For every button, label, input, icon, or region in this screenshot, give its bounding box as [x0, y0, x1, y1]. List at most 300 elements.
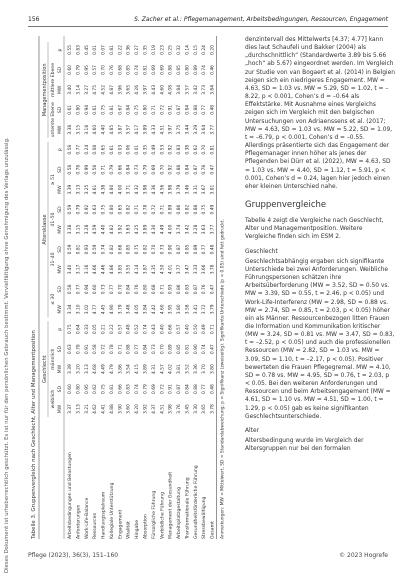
table-cell: 0.48: [210, 244, 216, 255]
table-cell: 0.91: [168, 104, 174, 115]
table-cell: 0.71: [160, 284, 166, 295]
table-cell: 4.36: [151, 184, 157, 195]
table-cell: 4.51: [160, 124, 166, 135]
table-row-label: Engagement: [118, 509, 124, 539]
table-cell: 0.90: [168, 244, 174, 255]
table-cell: 0.84: [126, 284, 132, 295]
table-cell: 3.79: [177, 184, 183, 195]
table-cell: 3.18: [84, 124, 90, 135]
table-cell: 0.83: [126, 384, 132, 394]
table-cell: 4.45: [101, 304, 107, 315]
table-cell: 4.38: [101, 184, 107, 195]
table-cell: 0.88: [168, 65, 174, 75]
table-cell: 0.94: [84, 284, 90, 295]
table-cell: 0.58: [68, 144, 73, 155]
table-cell: 3.20: [76, 364, 82, 375]
table-group-header: Altersklasse: [42, 214, 48, 245]
table-cell: 3.54: [126, 364, 132, 375]
table-cell: 0.25: [168, 45, 174, 55]
table-cell: 0.85: [177, 344, 183, 355]
table-cell: 4.00: [118, 184, 124, 195]
table-stat-header: MW: [58, 305, 63, 314]
table-cell: 0.45: [84, 45, 90, 55]
table-cell: 3.44: [185, 124, 191, 135]
table-cell: 0.92: [84, 204, 90, 215]
table-cell: 0.76: [202, 284, 208, 295]
table-cell: 0.84: [126, 164, 132, 175]
table-cell: 0.48: [210, 104, 216, 115]
table-cell: 3.75: [177, 124, 183, 135]
table-subgroup-header: mittlere Ebene: [51, 62, 56, 97]
table-cell: 0.65: [118, 204, 124, 215]
table-cell: 0.55: [68, 45, 73, 55]
table-cell: 3.39: [68, 364, 73, 375]
table-cell: 4.46: [101, 264, 107, 275]
table-cell: 3.46: [185, 184, 191, 195]
table-cell: 0.69: [151, 65, 157, 75]
table-cell: 4.59: [93, 224, 99, 235]
table-cell: 0.59: [93, 244, 99, 255]
table-cell: 0.49: [202, 324, 208, 335]
side-strip-text: Dieses Dokument ist urheberrechtlich geschützt. Es ist nur für den persönlichen Gebrauch bestimmt. Vervielfältigung ohne Genehmigung des Verlags unzulässig.: [4, 137, 10, 573]
table-cell: 3.67: [202, 184, 208, 195]
table-row-label: Hingabe: [135, 519, 141, 539]
table-cell: 0.61: [109, 144, 115, 155]
table-cell: 4.60: [93, 124, 99, 135]
table-cell: 0.74: [101, 244, 107, 255]
table-cell: 3.52: [185, 364, 191, 375]
table-cell: 3.73: [202, 84, 208, 95]
table-cell: 4.68: [93, 364, 99, 375]
table-cell: 4.88: [109, 404, 115, 414]
table-subgroup-header: unterste Ebene: [51, 102, 56, 138]
table-cell: 0.82: [126, 204, 132, 215]
table-cell: 3.39: [68, 184, 73, 195]
table-cell: 3.41: [193, 304, 199, 315]
table-cell: 3.34: [68, 304, 73, 315]
table-stat-header: MW: [58, 225, 63, 234]
table-stat-header: p: [58, 48, 63, 52]
table-cell: 0.59: [68, 204, 73, 215]
table-cell: 3.38: [68, 124, 73, 135]
table-cell: 0.62: [193, 144, 199, 155]
table-cell: 0.70: [202, 144, 208, 155]
table-subgroup-header: weiblich: [51, 389, 56, 409]
table-cell: 4.90: [109, 304, 115, 315]
table-cell: 0.69: [151, 164, 157, 175]
table-cell: 4.85: [109, 124, 115, 135]
table-figure: [28, 30, 239, 545]
table-cell: 0.66: [118, 164, 124, 175]
table-cell: 0.07: [101, 45, 107, 55]
table-cell: 3.16: [84, 264, 90, 275]
table-cell: 3.76: [177, 404, 183, 414]
table-cell: 0.81: [109, 45, 115, 55]
table-cell: 0.85: [177, 65, 183, 75]
table-cell: 3.87: [143, 264, 149, 275]
table-stat-header: MW: [58, 185, 63, 194]
table-cell: 0.74: [135, 65, 141, 75]
table-cell: 0.83: [177, 144, 183, 155]
table-cell: 3.71: [126, 184, 132, 195]
table-cell: 0.89: [193, 244, 199, 255]
table-cell: 0.71: [118, 344, 124, 355]
table-cell: 0.83: [76, 45, 82, 55]
body-paragraph: Tabelle 4 zeigt die Vergleiche nach Geschlecht, Alter und Managementposition. Weitere Vergleiche finden sich im ESM 2.: [245, 218, 384, 241]
table-cell: 3.70: [202, 364, 208, 375]
table-cell: 3.97: [143, 84, 149, 95]
table-cell: 0.84: [185, 104, 191, 115]
table-cell: 0.68: [151, 284, 157, 295]
table-cell: 3.89: [143, 224, 149, 235]
table-cell: 4.40: [101, 124, 107, 135]
table-cell: 3.42: [185, 224, 191, 235]
table-cell: 3.13: [84, 364, 90, 375]
table-cell: 0.81: [210, 144, 216, 155]
table-note: Anmerkungen: MW = Mittelwert, SD = Standardabweichung; p = Signifikanz (zweiseitig). Signifikante Unterschiede (p < 0.05) sind fett gedruckt.: [220, 219, 226, 539]
table-cell: 0.71: [160, 204, 166, 215]
table-cell: 3.65: [126, 84, 132, 95]
table-cell: 0.75: [135, 244, 141, 255]
table-cell: 0.81: [76, 244, 82, 255]
subheading: Alter: [245, 427, 260, 434]
table-cell: 0.75: [101, 384, 107, 394]
table-cell: 0.66: [118, 384, 124, 394]
table-content: [31, 36, 226, 540]
table-cell: 0.50: [193, 324, 199, 335]
table-cell: 3.42: [193, 84, 199, 95]
table-row-label: Anforderungen: [76, 504, 82, 539]
table-row-label: Handlungsspielraum: [101, 491, 107, 539]
rotated-table: [28, 30, 239, 545]
table-cell: 0.15: [193, 45, 199, 55]
table-cell: 0.94: [84, 104, 90, 115]
table-cell: 0.60: [68, 65, 73, 75]
table-cell: 3.60: [126, 404, 132, 414]
table-cell: 4.30: [151, 224, 157, 235]
table-cell: 4.41: [101, 404, 107, 414]
table-cell: 0.35: [143, 144, 149, 155]
table-cell: 3.84: [177, 84, 183, 95]
table-cell: 0.68: [118, 65, 124, 75]
table-cell: 3.90: [118, 404, 124, 414]
table-cell: 0.47: [210, 284, 216, 295]
table-cell: 0.76: [109, 65, 115, 75]
side-strip: [3, 14, 11, 574]
table-cell: 0.87: [193, 284, 199, 295]
table-cell: 0.75: [202, 204, 208, 215]
table-cell: 3.96: [118, 84, 124, 95]
table-cell: 0.75: [135, 104, 141, 115]
table-cell: 4.51: [160, 404, 166, 414]
table-cell: 4.33: [151, 124, 157, 135]
table-cell: 0.14: [185, 45, 191, 55]
table-cell: 0.89: [168, 344, 174, 355]
table-cell: 3.10: [76, 304, 82, 315]
table-cell: 0.40: [185, 324, 191, 335]
table-stat-header: SD: [58, 206, 63, 213]
table-cell: 0.99: [84, 164, 90, 175]
table-cell: 0.06: [126, 144, 132, 155]
table-cell: 0.22: [109, 324, 115, 335]
table-cell: 0.71: [101, 164, 107, 175]
table-cell: 4.62: [93, 404, 99, 414]
table-cell: 0.92: [168, 144, 174, 155]
table-cell: 3.02: [84, 304, 90, 315]
table-row-label: Management der Gesundheit: [168, 471, 174, 539]
table-cell: 0.84: [126, 104, 132, 115]
table-cell: 0.76: [135, 284, 141, 295]
table-cell: 0.61: [93, 104, 99, 115]
table-cell: 3.27: [84, 84, 90, 95]
table-cell: 0.88: [193, 384, 199, 394]
table-cell: 3.81: [177, 364, 183, 375]
journal-citation: Pflege (2023), 36(3), 151–160: [28, 552, 119, 559]
table-cell: 0.70: [118, 284, 124, 295]
table-cell: 0.74: [143, 324, 149, 335]
table-cell: 0.87: [193, 164, 199, 175]
table-cell: 4.25: [135, 224, 141, 235]
table-cell: 0.72: [160, 104, 166, 115]
table-cell: 4.40: [101, 224, 107, 235]
table-cell: 0.86: [177, 204, 183, 215]
table-cell: 4.35: [151, 264, 157, 275]
table-cell: 0.80: [76, 384, 82, 394]
table-cell: 0.78: [76, 164, 82, 175]
table-cell: 4.00: [168, 224, 174, 235]
table-cell: 3.72: [202, 304, 208, 315]
table-cell: 3.47: [185, 264, 191, 275]
table-cell: 0.93: [84, 244, 90, 255]
table-row-label: Ressourcen: [93, 512, 99, 539]
table-cell: 0.77: [202, 104, 208, 115]
table-cell: 3.64: [202, 124, 208, 135]
table-cell: 4.49: [160, 224, 166, 235]
table-cell: 0.79: [76, 204, 82, 215]
table-cell: 3.63: [202, 224, 208, 235]
table-cell: 0.66: [168, 324, 174, 335]
section-heading: Gruppenvergleiche: [245, 199, 327, 210]
table-cell: 0.80: [76, 104, 82, 115]
table-cell: 3.98: [168, 184, 174, 195]
table-cell: 0.47: [210, 344, 216, 355]
table-cell: 0.86: [177, 284, 183, 295]
table-cell: 0.89: [168, 204, 174, 215]
table-cell: 4.42: [151, 304, 157, 315]
table-cell: 3.14: [76, 84, 82, 95]
table-cell: 3.33: [193, 264, 199, 275]
table-cell: 0.58: [68, 284, 73, 295]
table-cell: 3.84: [210, 84, 216, 95]
table-cell: 0.08: [93, 144, 99, 155]
table-subgroup-header: ≥ 51: [51, 174, 56, 186]
table-cell: 4.05: [135, 304, 141, 315]
table-cell: 0.03: [118, 144, 124, 155]
table-cell: 0.57: [177, 324, 183, 335]
table-cell: 0.95: [84, 384, 90, 394]
table-cell: 3.66: [202, 264, 208, 275]
table-cell: 3.40: [68, 84, 73, 95]
body-paragraph: Altersbedingung wurde im Vergleich der Altersgruppen nur bei den formalen: [245, 438, 364, 453]
table-cell: 0.43: [151, 324, 157, 335]
table-cell: 0.75: [101, 204, 107, 215]
table-cell: 4.66: [93, 264, 99, 275]
table-cell: 0.71: [210, 324, 216, 335]
table-cell: 0.01: [135, 144, 141, 155]
table-cell: 4.86: [109, 264, 115, 275]
subheading: Geschlecht: [245, 248, 278, 255]
table-cell: 0.77: [109, 284, 115, 295]
table-cell: 0.68: [118, 244, 124, 255]
table-cell: 4.50: [160, 264, 166, 275]
table-cell: 3.81: [210, 184, 216, 195]
table-cell: 0.05: [93, 324, 99, 335]
table-cell: 4.79: [109, 364, 115, 375]
table-cell: 4.80: [109, 184, 115, 195]
table-cell: 3.98: [143, 184, 149, 195]
table-cell: 0.85: [126, 65, 132, 75]
table-cell: 4.77: [93, 304, 99, 315]
table-cell: 0.88: [193, 104, 199, 115]
table-cell: 0.88: [177, 164, 183, 175]
table-cell: 0.79: [109, 164, 115, 175]
body-text-column: [245, 36, 395, 455]
table-cell: 3.36: [193, 364, 199, 375]
table-cell: 0.90: [193, 344, 199, 355]
table-cell: 3.29: [193, 124, 199, 135]
table-cell: 0.20: [210, 45, 216, 55]
table-cell: 4.49: [101, 364, 107, 375]
table-cell: 0.85: [126, 244, 132, 255]
table-cell: 0.27: [135, 45, 141, 55]
table-cell: 3.40: [68, 264, 73, 275]
table-cell: 3.87: [118, 124, 124, 135]
table-cell: 0.73: [160, 244, 166, 255]
table-cell: 3.77: [210, 224, 216, 235]
table-cell: 3.15: [76, 124, 82, 135]
table-cell: 0.84: [143, 344, 149, 355]
table-cell: 3.28: [193, 224, 199, 235]
table-cell: 3.92: [143, 404, 149, 414]
table-cell: 3.28: [84, 224, 90, 235]
table-cell: 0.64: [76, 324, 82, 335]
table-cell: 0.78: [109, 344, 115, 355]
table-cell: 0.70: [151, 244, 157, 255]
table-cell: 3.13: [76, 184, 82, 195]
table-cell: 0.57: [118, 324, 124, 335]
table-cell: 0.67: [118, 104, 124, 115]
table-cell: 0.74: [135, 384, 141, 394]
table-cell: 0.36: [126, 45, 132, 55]
table-cell: 0.35: [143, 45, 149, 55]
table-cell: 4.17: [135, 124, 141, 135]
table-cell: 4.60: [160, 84, 166, 95]
table-cell: 4.08: [168, 84, 174, 95]
table-cell: 0.82: [185, 204, 191, 215]
table-cell: 3.63: [126, 224, 132, 235]
table-cell: 0.81: [143, 65, 149, 75]
table-cell: 0.73: [101, 284, 107, 295]
table-cell: 0.61: [68, 104, 73, 115]
table-cell: 0.71: [151, 104, 157, 115]
table-cell: 0.89: [193, 65, 199, 75]
table-cell: 3.55: [126, 264, 132, 275]
table-cell: 3.57: [126, 124, 132, 135]
table-cell: 0.80: [143, 104, 149, 115]
table-cell: 4.26: [135, 84, 141, 95]
table-stat-header: MW: [58, 404, 63, 414]
table-cell: 4.52: [101, 84, 107, 95]
table-cell: 0.80: [185, 65, 191, 75]
table-subgroup-header: ≤ 30: [51, 293, 56, 305]
table-cell: 4.87: [109, 84, 115, 95]
table-cell: 0.57: [93, 65, 99, 75]
table-cell: 0.69: [160, 65, 166, 75]
table-cell: 0.82: [143, 244, 149, 255]
table-cell: 0.71: [135, 204, 141, 215]
table-cell: 0.63: [93, 204, 99, 215]
table-cell: 0.32: [177, 45, 183, 55]
table-cell: 0.84: [185, 384, 191, 394]
table-cell: 3.65: [202, 404, 208, 414]
table-cell: 4.43: [151, 84, 157, 95]
table-cell: 0.63: [68, 344, 73, 355]
table-cell: 3.77: [210, 124, 216, 135]
table-cell: 0.84: [185, 164, 191, 175]
table-cell: 4.20: [135, 404, 141, 414]
table-cell: 0.81: [109, 104, 115, 115]
table-cell: 0.48: [210, 384, 216, 394]
table-cell: 0.78: [143, 204, 149, 215]
table-row-label: Fürsorgliche Führung: [151, 490, 157, 539]
table-cell: 3.48: [126, 304, 132, 315]
table-cell: 3.74: [177, 224, 183, 235]
table-cell: 3.98: [168, 404, 174, 414]
table-cell: 3.25: [84, 184, 90, 195]
table-cell: 3.58: [185, 304, 191, 315]
table-cell: 0.21: [101, 324, 107, 335]
header-rule: [28, 26, 388, 27]
table-cell: 0.69: [151, 384, 157, 394]
table-row-label: Arbeitsplatzgestaltung: [177, 486, 183, 539]
table-cell: 0.79: [143, 384, 149, 394]
table-stat-header: MW: [58, 125, 63, 135]
table-cell: 0.70: [160, 344, 166, 355]
table-cell: 0.79: [143, 164, 149, 175]
table-row-label: Vorbildliche Führung: [160, 492, 166, 539]
table-cell: 4.01: [168, 264, 174, 275]
table-cell: 0.58: [68, 164, 73, 175]
table-row-label: Absorption: [143, 514, 149, 539]
table-cell: 0.46: [210, 65, 216, 75]
table-cell: 3.85: [118, 264, 124, 275]
table-cell: 0.87: [177, 384, 183, 394]
table-cell: 3.45: [185, 404, 191, 414]
page-number: 156: [28, 16, 40, 23]
table-cell: 4.57: [160, 364, 166, 375]
table-cell: 4.75: [93, 84, 99, 95]
table-cell: 0.23: [160, 45, 166, 55]
table-cell: 0.81: [109, 384, 115, 394]
table-cell: 3.37: [68, 404, 73, 414]
table-cell: 0.53: [160, 144, 166, 155]
table-cell: 0.95: [84, 65, 90, 75]
table-cell: 0.58: [93, 164, 99, 175]
table-cell: 3.80: [210, 364, 216, 375]
running-title: S. Zacher et al.: Pflegemanagement, Arbeitsbedingungen, Ressourcen, Engagement: [134, 16, 388, 23]
table-cell: 0.74: [202, 65, 208, 75]
table-row-label: Gesamt: [210, 521, 216, 539]
